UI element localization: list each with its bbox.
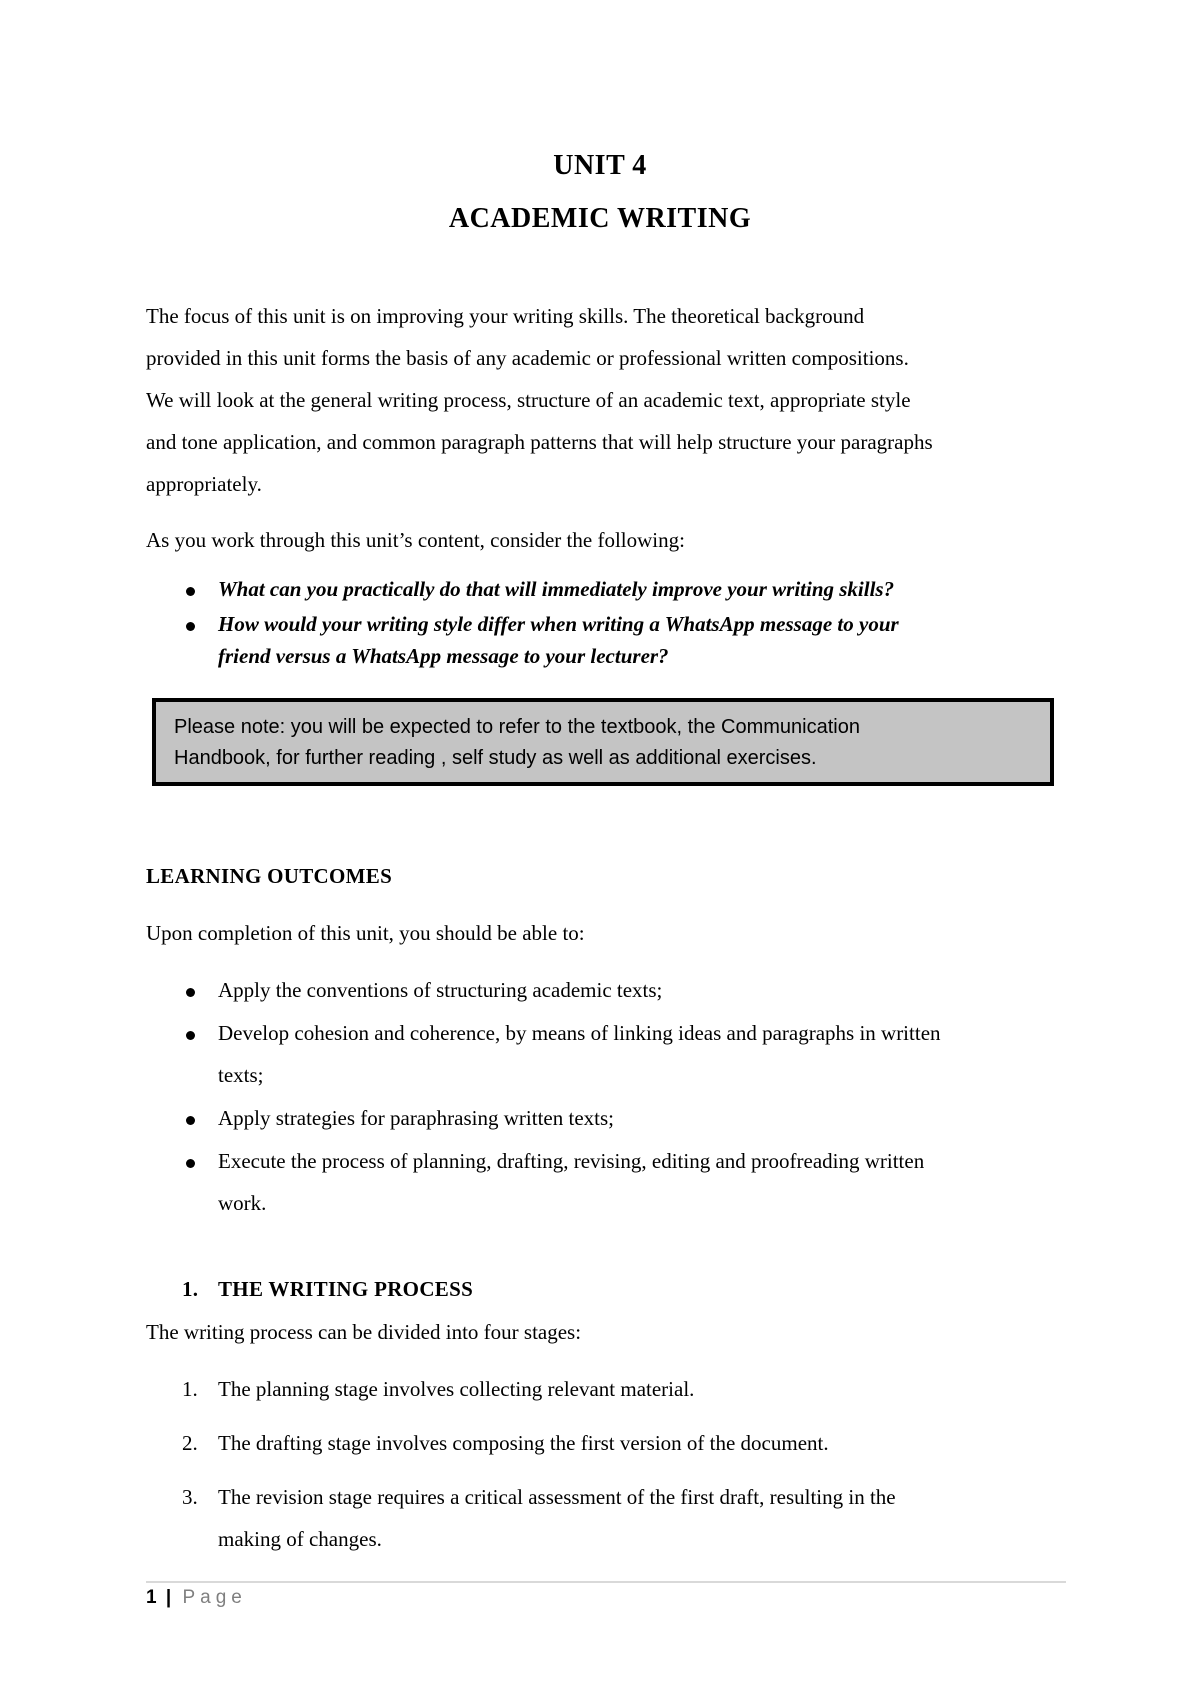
intro-line: and tone application, and common paragraph patterns that will help structure your paragraphs [146, 430, 933, 454]
note-text [174, 712, 1034, 774]
bullet-icon [186, 622, 195, 631]
unit-title: UNIT 4 [553, 150, 647, 181]
consider-lead: As you work through this unit’s content, consider the following: [146, 528, 685, 552]
stage-item: The revision stage requires a critical assessment of the first draft, resulting in the [218, 1485, 896, 1509]
intro-line: The focus of this unit is on improving your writing skills. The theoretical background [146, 304, 865, 328]
stage-item-continued: making of changes. [218, 1527, 382, 1551]
stage-item: The planning stage involves collecting relevant material. [218, 1377, 695, 1401]
bullet-icon [186, 988, 195, 997]
question-item: What can you practically do that will immediately improve your writing skills? [218, 577, 895, 601]
outcomes-lead: Upon completion of this unit, you should be able to: [146, 921, 585, 945]
note-box [152, 698, 1054, 786]
intro-line: appropriately. [146, 472, 262, 496]
stage-number: 3. [182, 1485, 198, 1509]
page-label: Page [182, 1587, 247, 1608]
section-lead: The writing process can be divided into four stages: [146, 1320, 582, 1344]
intro-line: We will look at the general writing process, structure of an academic text, appropriate style [146, 388, 911, 412]
bullet-icon [186, 1159, 195, 1168]
intro-line: provided in this unit forms the basis of any academic or professional written compositions. [146, 346, 909, 370]
page-number: 1 [146, 1587, 157, 1608]
section-heading: THE WRITING PROCESS [218, 1277, 474, 1301]
outcome-item: Apply strategies for paraphrasing written texts; [218, 1106, 614, 1130]
question-item-continued: friend versus a WhatsApp message to your lecturer? [218, 644, 669, 668]
outcome-item-continued: texts; [218, 1063, 264, 1087]
page-footer [146, 1587, 247, 1609]
note-line: Please note: you will be expected to refer to the textbook, the Communication [174, 716, 860, 738]
bullet-icon [186, 1031, 195, 1040]
outcome-item: Apply the conventions of structuring academic texts; [218, 978, 663, 1002]
outcome-item: Execute the process of planning, drafting, revising, editing and proofreading written [218, 1149, 925, 1173]
stage-item: The drafting stage involves composing the first version of the document. [218, 1431, 829, 1455]
footer-divider [146, 1581, 1066, 1583]
section-number: 1. [182, 1277, 199, 1301]
unit-subtitle: ACADEMIC WRITING [448, 203, 752, 234]
note-line: Handbook, for further reading , self study as well as additional exercises. [174, 747, 817, 769]
bullet-icon [186, 587, 195, 596]
stage-number: 1. [182, 1377, 198, 1401]
learning-outcomes-heading: LEARNING OUTCOMES [146, 864, 393, 888]
outcome-item-continued: work. [218, 1191, 267, 1215]
stage-number: 2. [182, 1431, 198, 1455]
bullet-icon [186, 1116, 195, 1125]
outcome-item: Develop cohesion and coherence, by means of linking ideas and paragraphs in written [218, 1021, 941, 1045]
question-item: How would your writing style differ when writing a WhatsApp message to your [218, 612, 899, 636]
footer-separator: | [165, 1587, 172, 1608]
